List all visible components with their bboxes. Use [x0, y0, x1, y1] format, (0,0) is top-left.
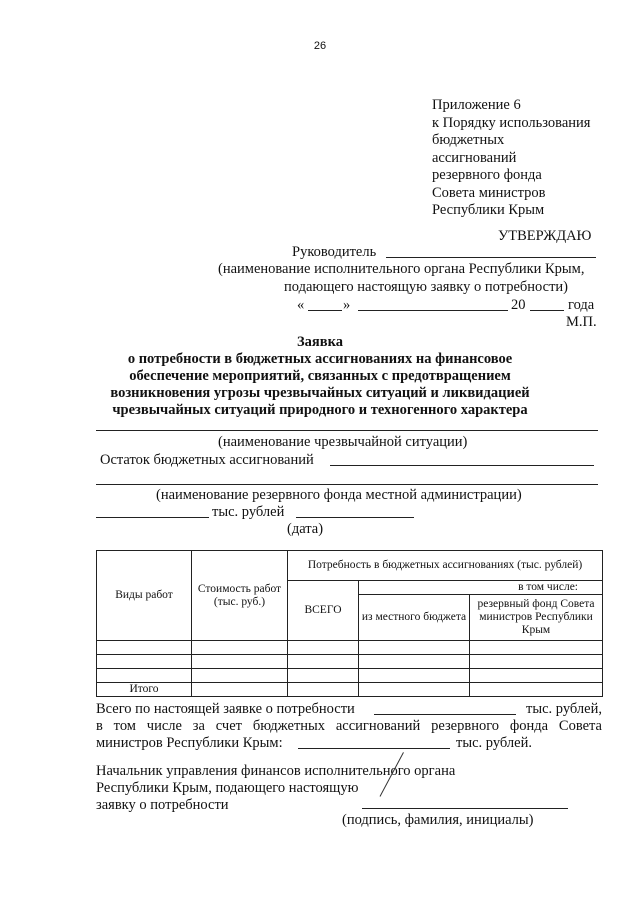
date-day-close: »: [343, 297, 351, 313]
chief-line-3: заявку о потребности: [96, 797, 229, 813]
table-row: [97, 669, 603, 683]
document-title: Заявка: [297, 334, 343, 350]
appendix-line: к Порядку использования: [432, 114, 591, 131]
appendix-line: резервного фонда: [432, 167, 542, 183]
emergency-name-line: [96, 430, 598, 431]
document-subtitle-line: обеспечение мероприятий, связанных с предотвращением: [129, 368, 511, 384]
head-signature-line: [386, 257, 596, 258]
amount-line: [96, 517, 209, 518]
table-row: [97, 641, 603, 655]
head-label: Руководитель: [292, 244, 377, 260]
header-work-types: Виды работ: [97, 551, 192, 641]
total-row-label: Итого: [97, 683, 192, 697]
appendix-line: Совета министров: [432, 184, 546, 201]
document-subtitle-line: чрезвычайных ситуаций природного и техногенного характера: [112, 402, 528, 418]
document-subtitle-line: о потребности в бюджетных ассигнованиях на финансовое: [127, 351, 513, 367]
date-year-line: [530, 310, 564, 311]
date-day-open: «: [297, 297, 305, 313]
emergency-caption: (наименование чрезвычайной ситуации): [218, 434, 468, 450]
date-year-prefix: 20: [511, 297, 526, 313]
needs-table: [96, 550, 603, 697]
approve-heading: УТВЕРЖДАЮ: [498, 228, 592, 244]
balance-line: [330, 465, 594, 466]
ministers-label: министров Республики Крым:: [96, 735, 283, 751]
total-line-end: тыс. рублей,: [526, 701, 602, 717]
amount-unit: тыс. рублей: [212, 504, 285, 520]
date-day-line: [308, 310, 342, 311]
ministers-amount-line: [298, 748, 450, 749]
header-reserve-fund: резервный фонд Совета министров Республики Крым: [470, 595, 603, 641]
table-row: [97, 655, 603, 669]
authority-caption-1: (наименование исполнительного органа Республики Крым,: [218, 261, 585, 277]
appendix-block: [432, 97, 590, 220]
header-including: в том числе:: [359, 581, 603, 595]
total-line-start: Всего по настоящей заявке о потребности: [96, 701, 355, 717]
appendix-line: бюджетных: [432, 132, 505, 148]
signature-caption: (подпись, фамилия, инициалы): [342, 812, 534, 828]
total-amount-line: [374, 714, 516, 715]
date-month-line: [358, 310, 508, 311]
date-year-suffix: года: [568, 297, 595, 313]
header-local-budget: из местного бюджета: [359, 595, 470, 641]
appendix-line: Республики Крым: [432, 202, 545, 218]
chief-line-2: Республики Крым, подающего настоящую: [96, 780, 359, 796]
fund-name-line: [96, 484, 598, 485]
date-caption: (дата): [287, 521, 324, 537]
table-total-row: [97, 683, 603, 697]
ministers-end: тыс. рублей.: [456, 735, 532, 751]
appendix-line: ассигнований: [432, 149, 517, 166]
header-cost: Стоимость работ (тыс. руб.): [192, 551, 288, 641]
including-line: в том числе за счет бюджетных ассигнований резервного фонда Совета: [96, 718, 602, 734]
appendix-line: Приложение 6: [432, 97, 521, 113]
chief-line-1: Начальник управления финансов исполнительного органа: [96, 763, 456, 779]
seal-mark: М.П.: [566, 314, 597, 330]
authority-caption-2: подающего настоящую заявку о потребности): [284, 279, 568, 295]
signature-line: [362, 808, 568, 809]
document-subtitle-line: возникновения угрозы чрезвычайных ситуаций и ликвидацией: [110, 385, 530, 401]
header-total: ВСЕГО: [288, 581, 359, 641]
page-number: 26: [313, 40, 327, 52]
fund-caption: (наименование резервного фонда местной администрации): [156, 487, 522, 503]
header-need: Потребность в бюджетных ассигнованиях (тыс. рублей): [288, 551, 603, 581]
balance-label: Остаток бюджетных ассигнований: [100, 452, 314, 468]
date-line: [296, 517, 414, 518]
